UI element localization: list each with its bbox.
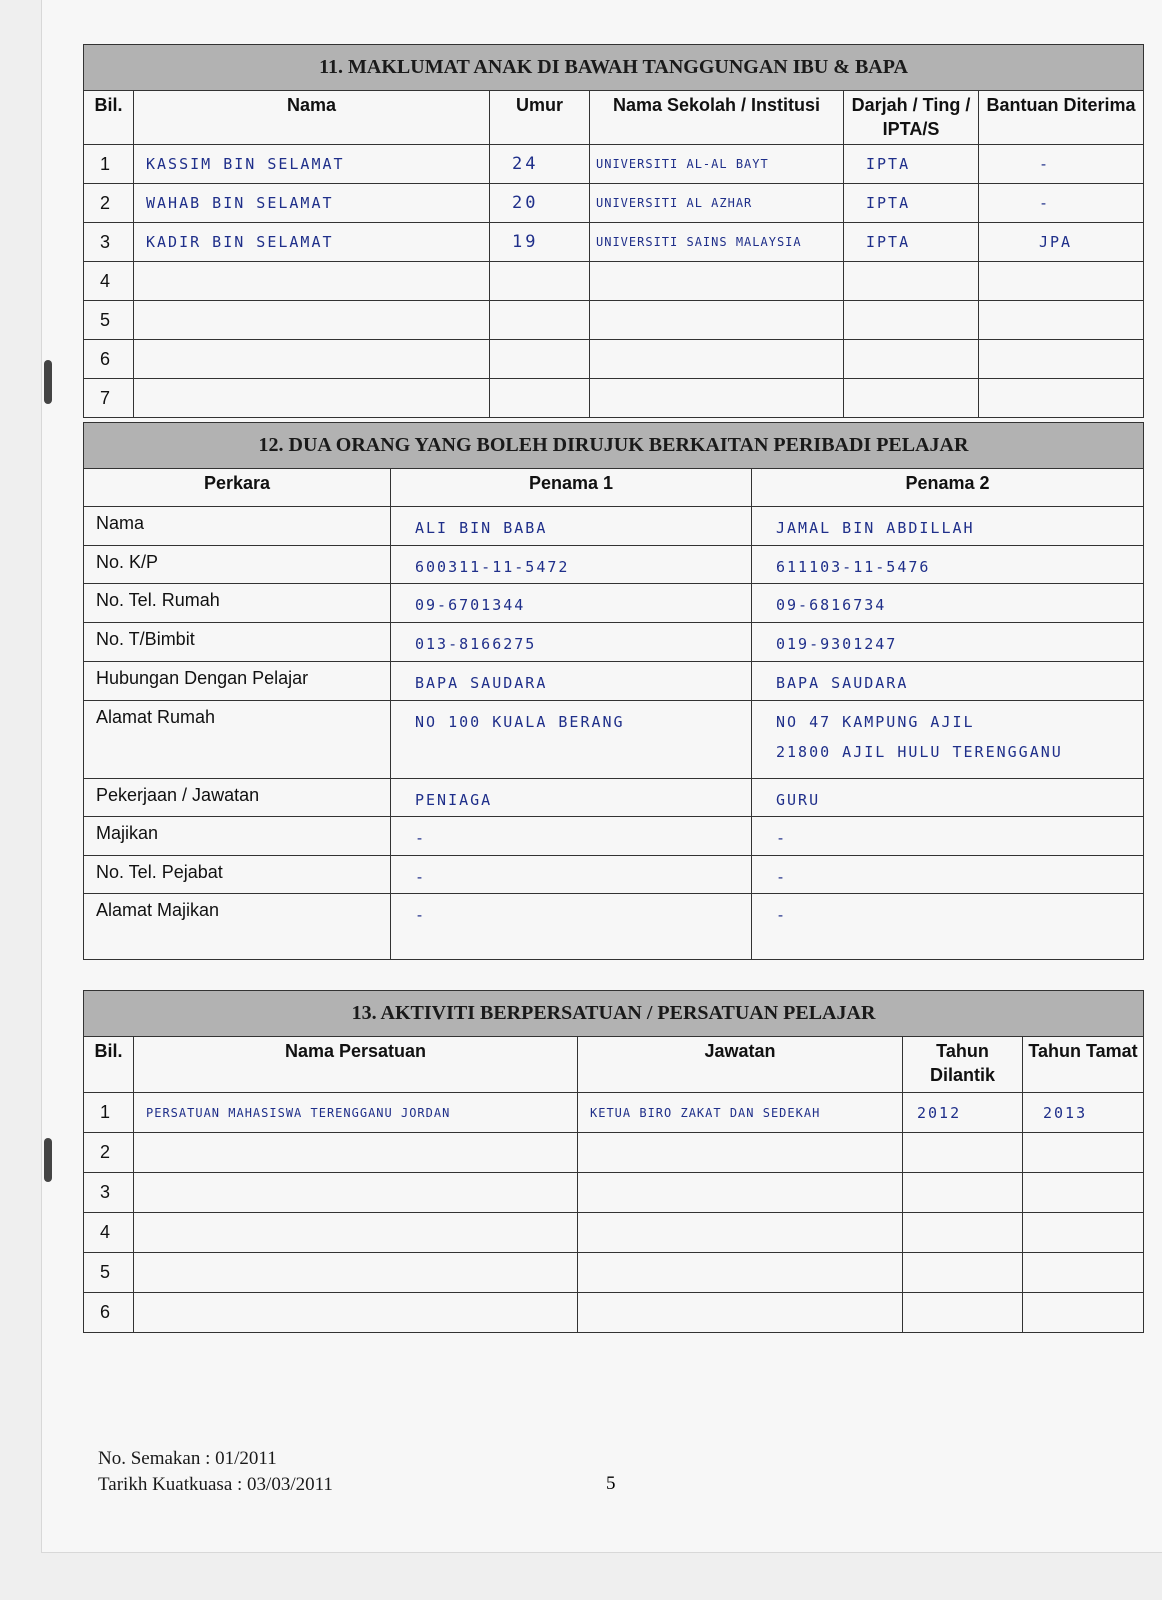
grade-cell: IPTA: [844, 223, 979, 262]
referee-2-value: [752, 894, 1144, 960]
row-number: 6: [84, 1293, 134, 1333]
row-number: 1: [84, 145, 134, 184]
referee-2-line: 019-9301247: [776, 635, 898, 653]
table-row: [84, 1213, 1144, 1253]
position-cell: KETUA BIRO ZAKAT DAN SEDEKAH: [578, 1093, 903, 1133]
table-row: [84, 701, 1144, 779]
col-header: Bil.: [84, 1037, 134, 1093]
table-row: [84, 894, 1144, 960]
referee-1-value: 013-8166275: [391, 623, 752, 662]
child-age-cell: 20: [490, 184, 590, 223]
row-number: 3: [84, 1173, 134, 1213]
row-number: 4: [84, 1213, 134, 1253]
table-header-row: [84, 1037, 1144, 1093]
table-row: [84, 262, 1144, 301]
year-appointed-cell: [903, 1133, 1023, 1173]
year-ended-cell: [1023, 1293, 1144, 1333]
table-header-row: [84, 91, 1144, 145]
col-header: Jawatan: [578, 1037, 903, 1093]
col-header: Perkara: [84, 469, 391, 507]
school-cell: UNIVERSITI AL-AL BAYT: [590, 145, 844, 184]
position-cell: [578, 1173, 903, 1213]
association-cell: [134, 1133, 578, 1173]
grade-cell: IPTA: [844, 145, 979, 184]
year-appointed-cell: [903, 1173, 1023, 1213]
school-cell: [590, 379, 844, 418]
association-cell: [134, 1213, 578, 1253]
row-number: 3: [84, 223, 134, 262]
field-label: No. K/P: [84, 546, 391, 584]
row-number: 2: [84, 1133, 134, 1173]
field-label: Alamat Majikan: [84, 894, 391, 960]
referee-1-value: -: [391, 856, 752, 894]
referee-1-value: -: [391, 817, 752, 856]
year-appointed-cell: [903, 1213, 1023, 1253]
year-ended-cell: 2013: [1023, 1093, 1144, 1133]
col-header: Bantuan Diterima: [979, 91, 1144, 145]
position-cell: [578, 1133, 903, 1173]
table-row: [84, 584, 1144, 623]
aid-cell: -: [979, 145, 1144, 184]
aid-cell: [979, 262, 1144, 301]
referee-1-value: -: [391, 894, 752, 960]
child-name-cell: [134, 379, 490, 418]
col-header: Umur: [490, 91, 590, 145]
table-header-row: [84, 469, 1144, 507]
year-ended-cell: [1023, 1213, 1144, 1253]
aid-cell: [979, 379, 1144, 418]
association-cell: [134, 1173, 578, 1213]
row-number: 5: [84, 1253, 134, 1293]
association-cell: PERSATUAN MAHASISWA TERENGGANU JORDAN: [134, 1093, 578, 1133]
table-row: [84, 546, 1144, 584]
referee-2-line: -: [776, 906, 788, 924]
col-header: Nama Persatuan: [134, 1037, 578, 1093]
row-number: 2: [84, 184, 134, 223]
child-name-cell: [134, 262, 490, 301]
association-cell: [134, 1253, 578, 1293]
table-row: [84, 817, 1144, 856]
row-number: 5: [84, 301, 134, 340]
year-ended-cell: [1023, 1133, 1144, 1173]
revision-number: No. Semakan : 01/2011: [98, 1448, 277, 1469]
table-row: [84, 856, 1144, 894]
referee-2-value: [752, 584, 1144, 623]
year-ended-cell: [1023, 1253, 1144, 1293]
referee-2-line: 21800 AJIL HULU TERENGGANU: [776, 743, 1063, 761]
child-name-cell: [134, 301, 490, 340]
referee-2-line: 09-6816734: [776, 596, 887, 614]
child-age-cell: 19: [490, 223, 590, 262]
grade-cell: [844, 340, 979, 379]
aid-cell: JPA: [979, 223, 1144, 262]
school-cell: [590, 301, 844, 340]
school-cell: UNIVERSITI SAINS MALAYSIA: [590, 223, 844, 262]
child-age-cell: [490, 340, 590, 379]
year-appointed-cell: [903, 1293, 1023, 1333]
child-name-cell: [134, 340, 490, 379]
referee-1-value: PENIAGA: [391, 779, 752, 817]
effective-date: Tarikh Kuatkuasa : 03/03/2011: [98, 1474, 333, 1495]
referee-2-value: [752, 701, 1144, 779]
table-row: [84, 184, 1144, 223]
position-cell: [578, 1253, 903, 1293]
referee-2-value: [752, 662, 1144, 701]
table-row: [84, 1133, 1144, 1173]
col-header: Nama Sekolah / Institusi: [590, 91, 844, 145]
position-cell: [578, 1213, 903, 1253]
row-number: 4: [84, 262, 134, 301]
table-row: [84, 1293, 1144, 1333]
referee-2-value: [752, 546, 1144, 584]
table-row: [84, 379, 1144, 418]
col-header: Nama: [134, 91, 490, 145]
row-number: 7: [84, 379, 134, 418]
row-number: 1: [84, 1093, 134, 1133]
referee-2-line: -: [776, 829, 788, 847]
school-cell: UNIVERSITI AL AZHAR: [590, 184, 844, 223]
table-row: [84, 301, 1144, 340]
col-header: Tahun Tamat: [1023, 1037, 1144, 1093]
field-label: Hubungan Dengan Pelajar: [84, 662, 391, 701]
referee-2-line: GURU: [776, 791, 821, 809]
referee-2-line: -: [776, 868, 788, 886]
col-header: Penama 2: [752, 469, 1144, 507]
school-cell: [590, 340, 844, 379]
col-header: Penama 1: [391, 469, 752, 507]
field-label: No. Tel. Rumah: [84, 584, 391, 623]
association-cell: [134, 1293, 578, 1333]
section-13-title: 13. AKTIVITI BERPERSATUAN / PERSATUAN PELAJAR: [84, 991, 1144, 1037]
child-age-cell: [490, 262, 590, 301]
aid-cell: [979, 340, 1144, 379]
punch-hole: [44, 1138, 52, 1182]
page-number: 5: [606, 1473, 616, 1494]
aid-cell: [979, 301, 1144, 340]
year-appointed-cell: [903, 1253, 1023, 1293]
section-11-title: 11. MAKLUMAT ANAK DI BAWAH TANGGUNGAN IBU & BAPA: [84, 45, 1144, 91]
field-label: Pekerjaan / Jawatan: [84, 779, 391, 817]
school-cell: [590, 262, 844, 301]
col-header: Tahun Dilantik: [903, 1037, 1023, 1093]
child-name-cell: KASSIM BIN SELAMAT: [134, 145, 490, 184]
referee-1-value: ALI BIN BABA: [391, 507, 752, 546]
table-row: [84, 779, 1144, 817]
section-11-table: [83, 44, 1144, 418]
col-header: Darjah / Ting / IPTA/S: [844, 91, 979, 145]
field-label: Nama: [84, 507, 391, 546]
col-header: Bil.: [84, 91, 134, 145]
referee-2-line: BAPA SAUDARA: [776, 674, 909, 692]
referee-1-value: 09-6701344: [391, 584, 752, 623]
field-label: No. T/Bimbit: [84, 623, 391, 662]
referee-1-value: NO 100 KUALA BERANG: [391, 701, 752, 779]
referee-2-value: [752, 856, 1144, 894]
referee-2-value: [752, 817, 1144, 856]
field-label: Alamat Rumah: [84, 701, 391, 779]
punch-hole: [44, 360, 52, 404]
child-age-cell: 24: [490, 145, 590, 184]
table-row: [84, 145, 1144, 184]
referee-2-value: [752, 623, 1144, 662]
referee-2-line: NO 47 KAMPUNG AJIL: [776, 713, 975, 731]
grade-cell: [844, 262, 979, 301]
position-cell: [578, 1293, 903, 1333]
year-appointed-cell: 2012: [903, 1093, 1023, 1133]
aid-cell: -: [979, 184, 1144, 223]
child-age-cell: [490, 301, 590, 340]
child-name-cell: KADIR BIN SELAMAT: [134, 223, 490, 262]
table-row: [84, 1093, 1144, 1133]
field-label: Majikan: [84, 817, 391, 856]
table-row: [84, 223, 1144, 262]
referee-2-value: [752, 779, 1144, 817]
section-13-table: [83, 990, 1144, 1333]
referee-2-line: 611103-11-5476: [776, 558, 931, 576]
grade-cell: [844, 379, 979, 418]
row-number: 6: [84, 340, 134, 379]
table-row: [84, 1173, 1144, 1213]
grade-cell: [844, 301, 979, 340]
child-name-cell: WAHAB BIN SELAMAT: [134, 184, 490, 223]
section-12-title: 12. DUA ORANG YANG BOLEH DIRUJUK BERKAITAN PERIBADI PELAJAR: [84, 423, 1144, 469]
child-age-cell: [490, 379, 590, 418]
field-label: No. Tel. Pejabat: [84, 856, 391, 894]
section-12-table: [83, 422, 1144, 960]
grade-cell: IPTA: [844, 184, 979, 223]
referee-1-value: 600311-11-5472: [391, 546, 752, 584]
referee-1-value: BAPA SAUDARA: [391, 662, 752, 701]
table-row: [84, 507, 1144, 546]
table-row: [84, 623, 1144, 662]
table-row: [84, 662, 1144, 701]
referee-2-line: JAMAL BIN ABDILLAH: [776, 519, 975, 537]
referee-2-value: [752, 507, 1144, 546]
year-ended-cell: [1023, 1173, 1144, 1213]
table-row: [84, 340, 1144, 379]
table-row: [84, 1253, 1144, 1293]
